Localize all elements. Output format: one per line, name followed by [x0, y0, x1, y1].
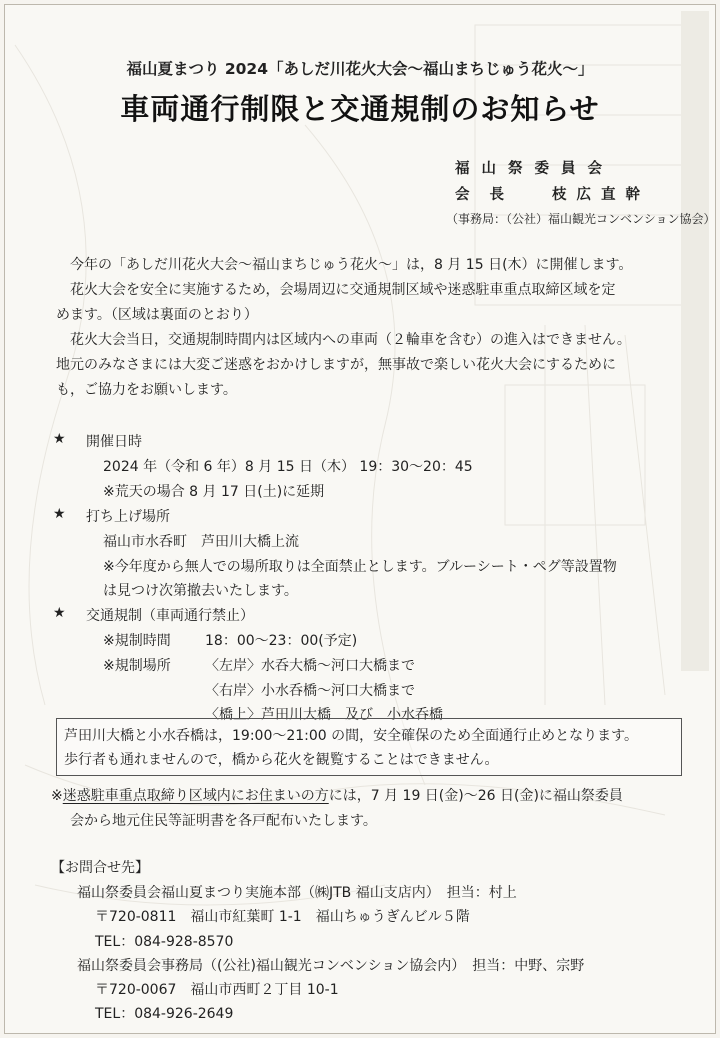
notice-page: [4, 4, 716, 1034]
contact-2-name: 福山祭委員会事務局（(公社)福山観光コンベンション協会内） 担当：中野、宗野: [77, 958, 585, 974]
notice-line-2: 歩行者も通れませんので，橋から花火を観覧することはできません。: [64, 752, 499, 768]
notice-line-1: 芦田川大橋と小水呑橋は，19:00～21:00 の間，安全確保のため全面通行止めとなります。: [64, 728, 639, 744]
contact-1-address: 〒720-0811 福山市紅葉町 1-1 福山ちゅうぎんビル５階: [95, 909, 470, 925]
contact-2-address: 〒720-0067 福山市西町２丁目 10-1: [95, 982, 339, 998]
traffic-right-bank: 〈右岸〉小水呑橋～河口大橋まで: [205, 683, 415, 699]
contact-1-tel: TEL：084-928-8570: [95, 934, 234, 950]
traffic-time-value: 18：00～23：00(予定): [205, 633, 358, 649]
traffic-left-bank: 〈左岸〉水呑大橋～河口大橋まで: [205, 658, 415, 674]
star-icon: ★: [53, 506, 66, 522]
star-icon: ★: [53, 431, 66, 447]
parking-note-line-2: 会から地元住民等証明書を各戸配布いたします。: [70, 813, 377, 829]
committee-name: 福山祭委員会: [455, 161, 614, 177]
intro-line-1: 今年の「あしだ川花火大会～福山まちじゅう花火～」は，8 月 15 日(木）に開催します。: [70, 257, 633, 273]
bridge-closure-notice: [56, 718, 682, 776]
intro-line-5: 地元のみなさまには大変ご迷惑をおかけしますが，無事故で楽しい花火大会にするために: [56, 357, 616, 373]
traffic-place-label: ※規制場所: [103, 658, 171, 674]
star-icon: ★: [53, 605, 66, 621]
place-value: 福山市水呑町 芦田川大橋上流: [103, 534, 299, 550]
traffic-bridges: 〈橋上〉芦田川大橋 及び 小水呑橋: [205, 707, 443, 723]
parking-prefix: ※: [51, 788, 63, 804]
intro-line-3: めます。（区域は裏面のとおり）: [56, 307, 258, 323]
parking-note-line-1: [51, 785, 623, 805]
intro-line-2: 花火大会を安全に実施するため，会場周辺に交通規制区域や迷惑駐車重点取締区域を定: [70, 282, 616, 298]
date-value: 2024 年（令和 6 年）8 月 15 日（木） 19：30～20：45: [103, 459, 473, 475]
traffic-time-label: ※規制時間: [103, 633, 171, 649]
parking-area-residents: 迷惑駐車重点取締り区域内にお住まいの方: [62, 788, 329, 804]
chair-name: 枝広直幹: [552, 187, 650, 203]
contact-1-name: 福山祭委員会福山夏まつり実施本部（㈱JTB 福山支店内） 担当：村上: [77, 885, 517, 901]
traffic-heading: 交通規制（車両通行禁止）: [86, 608, 254, 624]
place-note-1: ※今年度から無人での場所取りは全面禁止とします。ブルーシート・ペグ等設置物: [103, 559, 617, 575]
place-heading: 打ち上げ場所: [86, 509, 170, 525]
parking-note-rest: には，7 月 19 日(金)～26 日(金)に福山祭委員: [328, 788, 623, 804]
intro-line-6: も，ご協力をお願いします。: [56, 382, 237, 398]
office-note: （事務局：（公社）福山観光コンベンション協会）: [446, 212, 716, 226]
contact-2-tel: TEL：084-926-2649: [95, 1006, 234, 1022]
date-heading: 開催日時: [86, 434, 142, 450]
intro-line-4: 花火大会当日，交通規制時間内は区域内への車両（２輪車を含む）の進入はできません。: [70, 332, 631, 348]
event-subtitle: 福山夏まつり 2024「あしだ川花火大会～福山まちじゅう花火～」: [126, 60, 594, 78]
contact-heading: 【お問合せ先】: [51, 860, 149, 876]
page-title: 車両通行制限と交通規制のお知らせ: [120, 92, 600, 126]
place-note-2: は見つけ次第撤去いたします。: [103, 583, 298, 599]
date-postpone-note: ※荒天の場合 8 月 17 日(土)に延期: [103, 484, 325, 500]
chair-label: 会長: [455, 187, 524, 203]
